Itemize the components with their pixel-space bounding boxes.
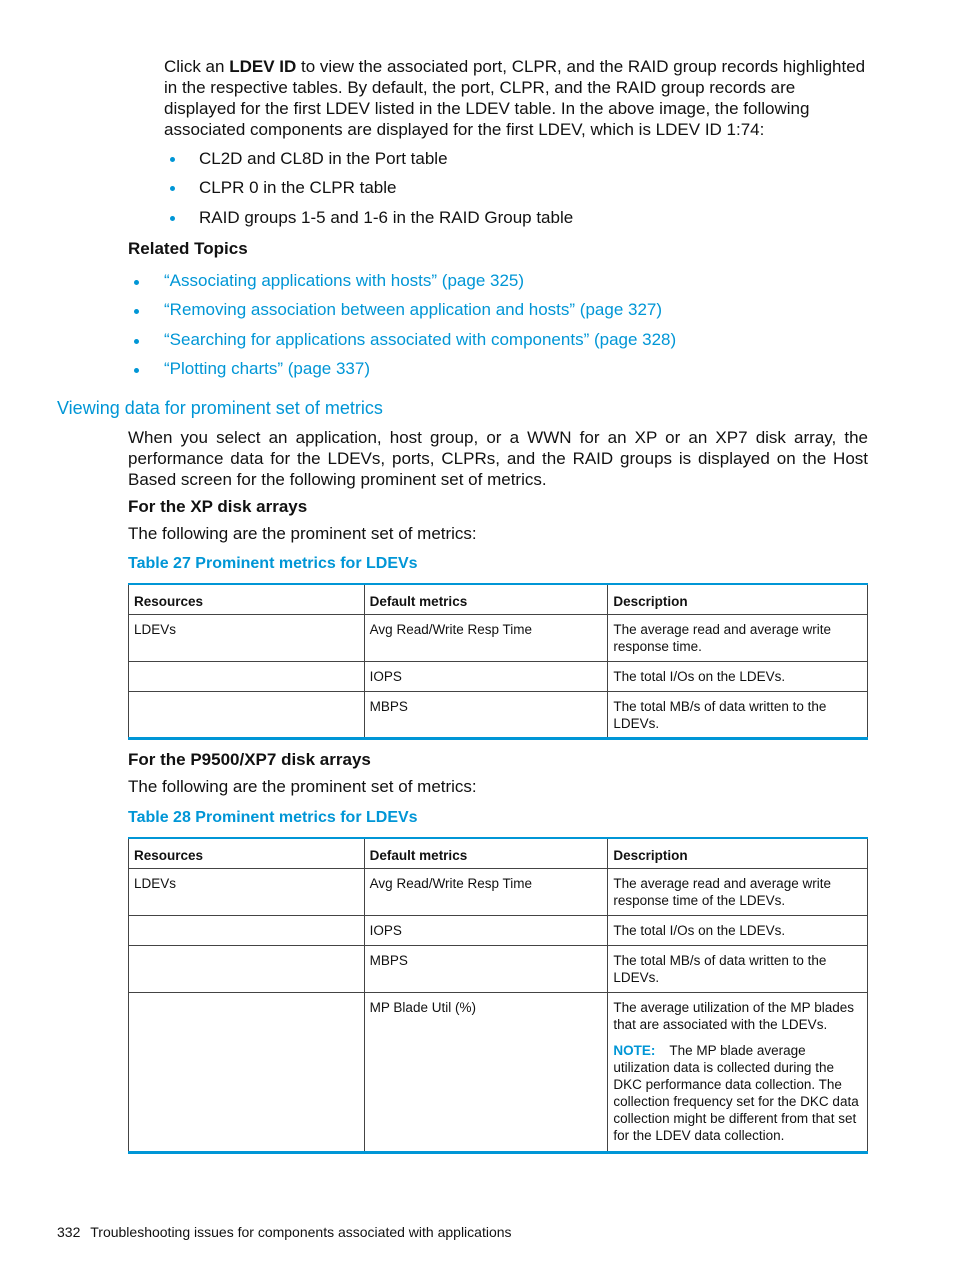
intro-rest: to view the associated port, CLPR, and the RAID group records highlighted in the respective tables. By default, the port, CLPR, and the RAID group records are displayed for the first LDEV listed in the LDEV table. In the above image, the following associated components are displayed for the first LDEV, which is LDEV ID 1:74: — [164, 57, 866, 139]
page-number: 332 — [57, 1224, 81, 1240]
related-link-searching[interactable]: “Searching for applications associated with components” (page 328) — [164, 330, 677, 349]
list-item: CLPR 0 in the CLPR table — [199, 178, 397, 197]
related-link-plotting[interactable]: “Plotting charts” (page 337) — [164, 359, 370, 378]
metric-cell: Avg Read/Write Resp Time — [364, 869, 608, 916]
description-cell: The average read and average write response time. — [608, 615, 868, 662]
resource-cell — [129, 662, 365, 692]
description-cell: The total MB/s of data written to the LDEVs. — [608, 692, 868, 739]
section-body: When you select an application, host group, or a WWN for an XP or an XP7 disk array, the performance data for the LDEVs, ports, CLPRs, and the RAID groups is displayed on the Host Based screen for the following prominent set of metrics. — [128, 428, 868, 489]
description-cell: The total MB/s of data written to the LDEVs. — [608, 946, 868, 993]
resource-cell — [129, 946, 365, 993]
description-cell — [608, 993, 868, 1153]
list-item: CL2D and CL8D in the Port table — [199, 149, 448, 168]
footer-title: Troubleshooting issues for components associated with applications — [90, 1224, 512, 1240]
metric-cell: MBPS — [364, 946, 608, 993]
related-link-removing[interactable]: “Removing association between application and hosts” (page 327) — [164, 300, 663, 319]
bullet-icon — [134, 309, 139, 314]
column-header-resources: Resources — [129, 584, 365, 615]
resource-cell: LDEVs — [129, 615, 365, 662]
table-27 — [128, 583, 868, 740]
description-cell: The average read and average write response time of the LDEVs. — [608, 869, 868, 916]
bullet-icon — [134, 368, 139, 373]
metric-cell: Avg Read/Write Resp Time — [364, 615, 608, 662]
p9500-heading: For the P9500/XP7 disk arrays — [128, 750, 371, 769]
table-row — [129, 615, 868, 662]
ldev-id-term: LDEV ID — [229, 57, 297, 76]
bullet-icon — [170, 157, 175, 162]
resource-cell — [129, 916, 365, 946]
column-header-resources: Resources — [129, 838, 365, 869]
table-row — [129, 662, 868, 692]
table-row — [129, 869, 868, 916]
table-row — [129, 916, 868, 946]
resource-cell: LDEVs — [129, 869, 365, 916]
column-header-description: Description — [608, 838, 868, 869]
resource-cell — [129, 993, 365, 1153]
table-header-row — [129, 584, 868, 615]
note-label: NOTE: — [613, 1043, 656, 1058]
metric-cell: MP Blade Util (%) — [364, 993, 608, 1153]
resource-cell — [129, 692, 365, 739]
xp-intro: The following are the prominent set of metrics: — [128, 524, 477, 543]
table-row — [129, 692, 868, 739]
note — [613, 1042, 862, 1144]
description-text: The average utilization of the MP blades that are associated with the LDEVs. — [613, 1000, 854, 1032]
description-cell: The total I/Os on the LDEVs. — [608, 662, 868, 692]
metric-cell: IOPS — [364, 916, 608, 946]
table-28-caption: Table 28 Prominent metrics for LDEVs — [128, 809, 418, 826]
table-27-caption: Table 27 Prominent metrics for LDEVs — [128, 555, 418, 572]
p9500-intro: The following are the prominent set of metrics: — [128, 777, 477, 796]
column-header-default-metrics: Default metrics — [364, 838, 608, 869]
bullet-icon — [170, 186, 175, 191]
intro-paragraph — [164, 56, 868, 140]
related-link-associating[interactable]: “Associating applications with hosts” (page 325) — [164, 271, 525, 290]
note-text: The MP blade average utilization data is collected during the DKC performance data collection. The collection frequency set for the DKC data collection might be different from that set for the LDEV data collection. — [613, 1043, 859, 1143]
page-footer — [57, 1223, 512, 1241]
metric-cell: MBPS — [364, 692, 608, 739]
metric-cell: IOPS — [364, 662, 608, 692]
description-cell: The total I/Os on the LDEVs. — [608, 916, 868, 946]
table-28 — [128, 837, 868, 1154]
list-item: RAID groups 1-5 and 1-6 in the RAID Group table — [199, 208, 574, 227]
bullet-icon — [134, 339, 139, 344]
intro-prefix: Click an — [164, 57, 230, 76]
bullet-icon — [134, 280, 139, 285]
related-topics-heading: Related Topics — [128, 239, 248, 258]
xp-heading: For the XP disk arrays — [128, 497, 308, 516]
section-title: Viewing data for prominent set of metrics — [57, 398, 383, 418]
table-row — [129, 946, 868, 993]
column-header-default-metrics: Default metrics — [364, 584, 608, 615]
table-row — [129, 993, 868, 1153]
bullet-icon — [170, 216, 175, 221]
table-header-row — [129, 838, 868, 869]
column-header-description: Description — [608, 584, 868, 615]
